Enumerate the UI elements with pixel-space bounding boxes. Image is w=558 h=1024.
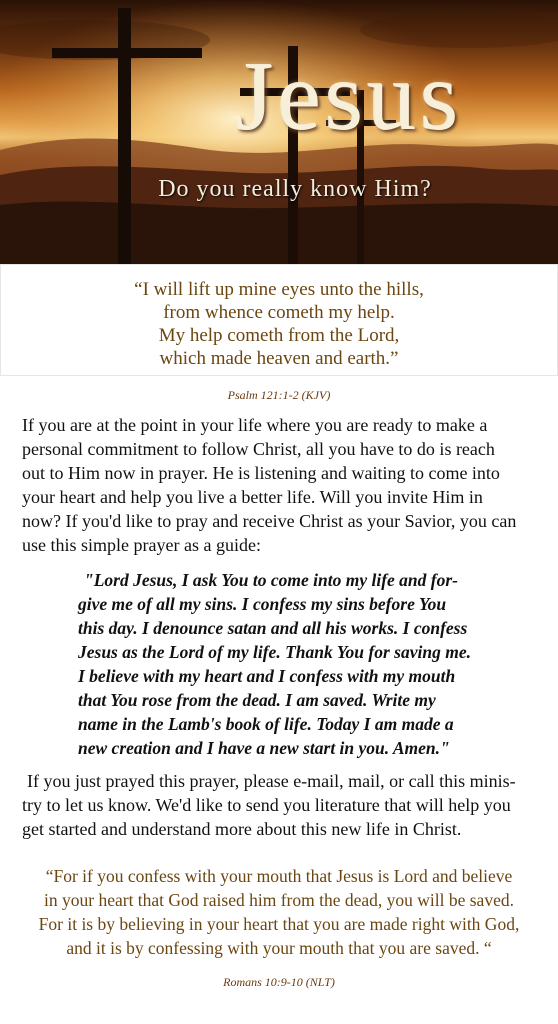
- prayer-line: name in the Lamb's book of life. Today I am made a: [78, 714, 454, 734]
- followup-line: get started and understand more about this new life in Christ.: [22, 819, 462, 839]
- psalm-quote-box: [0, 264, 558, 376]
- intro-line: out to Him now in prayer. He is listening and waiting to come into: [22, 463, 500, 483]
- prayer-line: that You rose from the dead. I am saved. Write my: [78, 690, 436, 710]
- prayer-line: give me of all my sins. I confess my sins before You: [78, 594, 447, 614]
- romans-line: “For if you confess with your mouth that Jesus is Lord and believe: [45, 866, 513, 886]
- intro-line: now? If you'd like to pray and receive Christ as your Savior, you can: [22, 511, 517, 531]
- psalm-line: “I will lift up mine eyes unto the hills,: [134, 279, 424, 300]
- prayer-line: new creation and I have a new start in you. Amen.": [78, 738, 450, 758]
- psalm-line: from whence cometh my help.: [163, 302, 395, 323]
- prayer-line: "Lord Jesus, I ask You to come into my life and for-: [84, 570, 458, 590]
- hero-subtitle: Do you really know Him?: [158, 176, 432, 202]
- hero-banner: [0, 0, 558, 264]
- prayer-line: Jesus as the Lord of my life. Thank You for saving me.: [78, 642, 471, 662]
- intro-line: personal commitment to follow Christ, all you have to do is reach: [22, 439, 495, 459]
- intro-line: use this simple prayer as a guide:: [22, 535, 261, 555]
- psalm-line: My help cometh from the Lord,: [158, 325, 400, 346]
- hero-title: Jesus: [235, 43, 463, 151]
- intro-line: your heart and help you live a better life. Will you invite Him in: [22, 487, 483, 507]
- followup-line: If you just prayed this prayer, please e-mail, mail, or call this minis-: [27, 771, 516, 791]
- psalm-line: which made heaven and earth.”: [159, 348, 399, 369]
- romans-reference: Romans 10:9-10 (NLT): [223, 975, 335, 989]
- romans-line: For it is by believing in your heart that you are made right with God,: [38, 914, 520, 934]
- prayer-line: I believe with my heart and I confess with my mouth: [78, 666, 456, 686]
- psalm-reference: Psalm 121:1-2 (KJV): [227, 388, 331, 402]
- followup-line: try to let us know. We'd like to send you literature that will help you: [22, 795, 511, 815]
- prayer-line: this day. I denounce satan and all his works. I confess: [78, 618, 468, 638]
- romans-line: and it is by confessing with your mouth that you are saved. “: [66, 938, 492, 958]
- intro-line: If you are at the point in your life where you are ready to make a: [22, 415, 488, 435]
- romans-line: in your heart that God raised him from the dead, you will be saved.: [44, 890, 514, 910]
